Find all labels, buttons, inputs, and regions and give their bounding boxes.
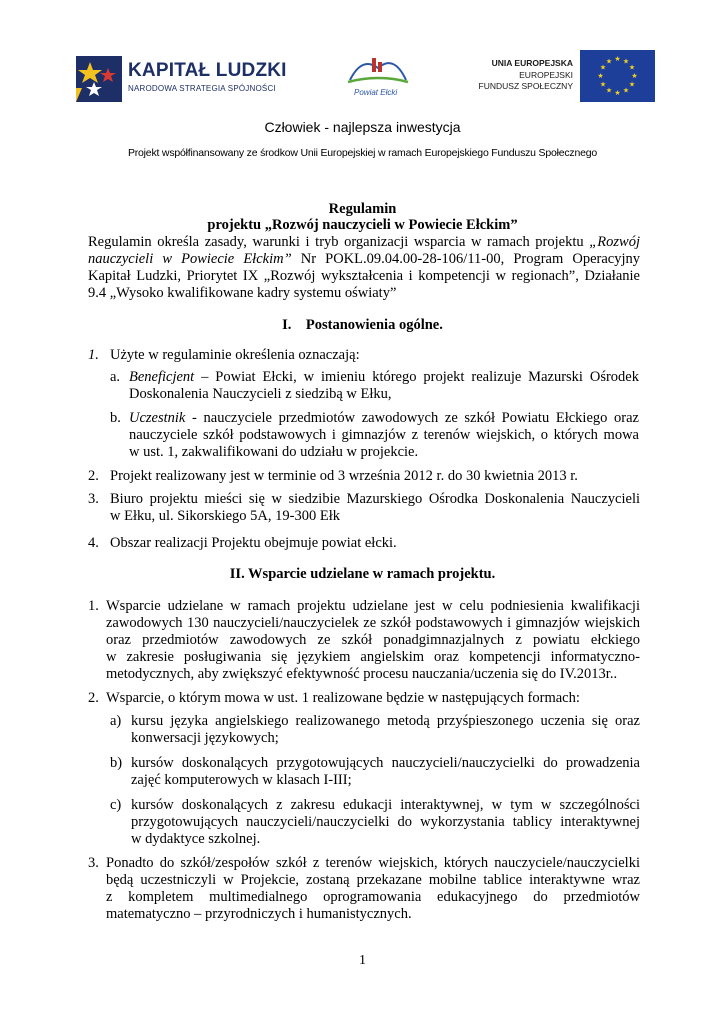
- intro-l2b: Nr POKL.09.04.00-28-106/11-00, Program Operacyjny: [291, 251, 641, 267]
- s1-item1b-l1: - nauczyciele przedmiotów zawodowych ze szkół Powiatu Ełckiego oraz: [185, 410, 639, 426]
- s2-item3-l2: będą uczestniczyli w Projekcie, zostaną przekazane mobilne tablice interaktywne wraz: [106, 872, 640, 888]
- s2-item3-num: 3.: [88, 855, 99, 871]
- s2-item3-l3: z kompletem multimedialnego oprogramowania edukacyjnego do przedmiotów: [106, 889, 640, 905]
- eu-line2: EUROPEJSKI: [519, 70, 573, 80]
- s1-item4-num: 4.: [88, 535, 99, 551]
- s2-item2b-label: b): [110, 755, 123, 771]
- s2-item2-num: 2.: [88, 690, 99, 706]
- s2-item2b-l1: kursów doskonalących przygotowujących nauczycieli/nauczycielki do prowadzenia: [131, 755, 640, 771]
- s2-item2c: [131, 797, 640, 848]
- intro-l4: 9.4 „Wysoko kwalifikowane kadry systemu oświaty”: [88, 285, 397, 301]
- s2-item2c-l2: przygotowujących nauczycieli/nauczycielki do wykorzystania tablicy interaktywnej: [131, 814, 640, 830]
- s1-item1a-term: Beneficjent: [129, 369, 195, 385]
- s2-item2a: [131, 713, 640, 747]
- intro-l3: Kapitał Ludzki, Priorytet IX „Rozwój wykształcenia i kompetencji w regionach”, Działanie: [88, 268, 640, 284]
- s2-item2b: [131, 755, 640, 789]
- s1-item1a-l1: – Powiat Ełcki, w imieniu którego projekt realizuje Mazurski Ośrodek: [194, 369, 639, 385]
- svg-text:★: ★: [605, 57, 613, 66]
- kapital-ludzki-stars-icon: [72, 48, 128, 108]
- s2-item1-l4: w zakresie posługiwania się językiem angielskim oraz kompetencji informatyczno-: [106, 649, 640, 665]
- s1-item3-l2: w Ełku, ul. Sikorskiego 5A, 19-300 Ełk: [110, 508, 340, 524]
- s1-item1a: [129, 369, 639, 403]
- s2-item2a-l2: konwersacji językowych;: [131, 730, 279, 746]
- eu-line1: UNIA EUROPEJSKA: [491, 58, 573, 68]
- s2-item2a-l1: kursu języka angielskiego realizowanego metodą przyśpieszonego uczenia się oraz: [131, 713, 640, 729]
- section1-heading: I. Postanowienia ogólne.: [282, 317, 443, 333]
- s2-item1: [106, 598, 640, 683]
- kapital-ludzki-subtitle: NARODOWA STRATEGIA SPÓJNOŚCI: [128, 84, 276, 93]
- kapital-ludzki-title: KAPITAŁ LUDZKI: [128, 60, 287, 81]
- svg-text:★: ★: [605, 86, 613, 95]
- s1-item1-num: 1.: [88, 347, 99, 363]
- doc-title: Regulamin: [328, 201, 397, 217]
- svg-text:★: ★: [597, 72, 604, 80]
- svg-text:★: ★: [599, 80, 607, 89]
- svg-text:★: ★: [628, 63, 636, 72]
- s1-item1-text: Użyte w regulaminie określenia oznaczają:: [110, 347, 360, 363]
- powiat-elcki-text: Powiat Ełcki: [354, 88, 398, 97]
- svg-text:★: ★: [599, 63, 607, 72]
- svg-text:★: ★: [622, 86, 630, 95]
- s2-item3-l4: matematyczno – przyrodniczych i humanistycznych.: [106, 906, 412, 922]
- s2-item1-l1: Wsparcie udzielane w ramach projektu udzielane jest w celu podniesienia kwalifikacji: [106, 598, 640, 614]
- s1-item3: [110, 491, 640, 525]
- s2-item1-l2: zawodowych 130 nauczycieli/nauczycielek ze szkół podstawowych i gimnazjów wiejskich: [106, 615, 640, 631]
- s1-item3-l1: Biuro projektu mieści się w siedzibie Mazurskiego Ośrodka Doskonalenia Nauczycieli: [110, 491, 640, 507]
- s2-item1-l5: metodycznych, aby zwiększyć efektywność procesu nauczania/uczenia się do IV.2013r..: [106, 666, 618, 682]
- intro-paragraph: [88, 234, 640, 302]
- s1-item1b-term: Uczestnik: [129, 410, 186, 426]
- s2-item2-text: Wsparcie, o którym mowa w ust. 1 realizowane będzie w następujących formach:: [106, 690, 580, 706]
- kapital-ludzki-logo: [72, 48, 292, 108]
- cofinancing-note: Projekt współfinansowany ze środkow Unii Europejskiej w ramach Europejskiego Funduszu Społecznego: [127, 147, 598, 159]
- s1-item1b-l2: nauczyciele szkół podstawowych i gimnazjów z terenów wiejskich, o których mowa: [129, 427, 639, 443]
- s1-item1b-label: b.: [110, 410, 121, 426]
- eu-logo: [475, 50, 655, 102]
- s2-item1-l3: oraz przedmiotów zawodowych ze szkół ponadgimnazjalnych z powiatu ełckiego: [106, 632, 640, 648]
- s1-item2-num: 2.: [88, 468, 99, 484]
- s1-item1b-l3: w ust. 1, zakwalifikowani do udziału w projekcie.: [129, 444, 419, 460]
- svg-text:★: ★: [631, 72, 638, 80]
- s1-item4-text: Obszar realizacji Projektu obejmuje powiat ełcki.: [110, 535, 397, 551]
- powiat-elcki-emblem-icon: [342, 50, 414, 88]
- intro-l2a: nauczycieli w Powiecie Ełckim”: [88, 251, 292, 267]
- intro-l1b: „Rozwój: [589, 234, 640, 250]
- svg-text:★: ★: [628, 80, 636, 89]
- doc-subtitle: projektu „Rozwój nauczycieli w Powiecie Ełckim”: [207, 217, 518, 233]
- s1-item3-num: 3.: [88, 491, 99, 507]
- svg-text:★: ★: [622, 57, 630, 66]
- svg-text:★: ★: [614, 55, 621, 63]
- s2-item2c-label: c): [110, 797, 122, 813]
- eu-flag-icon: [580, 50, 655, 102]
- s2-item3: [106, 855, 640, 923]
- s2-item2a-label: a): [110, 713, 122, 729]
- motto: Człowiek - najlepsza inwestycja: [264, 119, 461, 135]
- s2-item2c-l3: w dydaktyce szkolnej.: [131, 831, 261, 847]
- s1-item1b: [129, 410, 639, 461]
- s2-item2c-l1: kursów doskonalących z zakresu edukacji interaktywnej, w tym w szczególności: [131, 797, 640, 813]
- s2-item2b-l2: zajęć komputerowych w klasach I-III;: [131, 772, 352, 788]
- intro-l1a: Regulamin określa zasady, warunki i tryb organizacji wsparcia w ramach projektu: [88, 234, 590, 250]
- s1-item2-text: Projekt realizowany jest w terminie od 3 września 2012 r. do 30 kwietnia 2013 r.: [110, 468, 578, 484]
- svg-text:★: ★: [614, 89, 621, 97]
- powiat-elcki-logo: [342, 50, 414, 100]
- eu-line3: FUNDUSZ SPOŁECZNY: [478, 81, 573, 91]
- page-number: 1: [359, 953, 366, 968]
- s1-item1a-l2: Doskonalenia Nauczycieli z siedzibą w Ełku,: [129, 386, 392, 402]
- s1-item1a-label: a.: [110, 369, 121, 385]
- section2-heading: II. Wsparcie udzielane w ramach projektu.: [229, 566, 496, 582]
- s2-item3-l1: Ponadto do szkół/zespołów szkół z terenów wiejskich, których nauczyciele/nauczycielki: [106, 855, 640, 871]
- s2-item1-num: 1.: [88, 598, 99, 614]
